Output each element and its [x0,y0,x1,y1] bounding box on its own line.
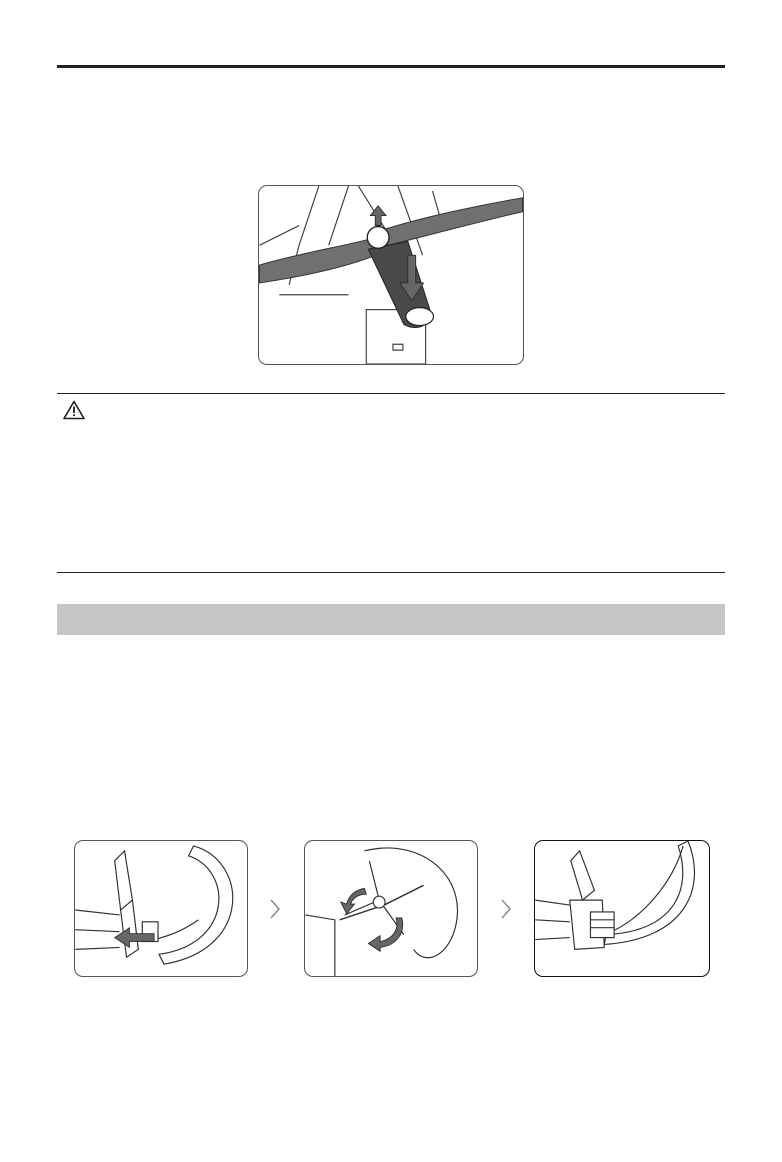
guard-attach-step-2-illustration [305,841,477,976]
guard-attach-step-3-illustration [535,841,709,976]
top-divider [57,65,725,68]
chevron-right-icon [269,898,281,920]
guard-step-3-figure [534,840,710,977]
warning-triangle-icon [63,400,85,420]
guard-step-1-figure [74,840,248,977]
caution-top-divider [57,393,725,394]
chevron-right-icon [500,898,512,920]
propeller-removal-figure [258,185,524,365]
section-heading-bar [57,604,725,635]
guard-attach-step-1-illustration [75,841,247,976]
propeller-removal-illustration [259,186,523,364]
caution-bottom-divider [57,572,725,573]
guard-step-2-figure [304,840,478,977]
